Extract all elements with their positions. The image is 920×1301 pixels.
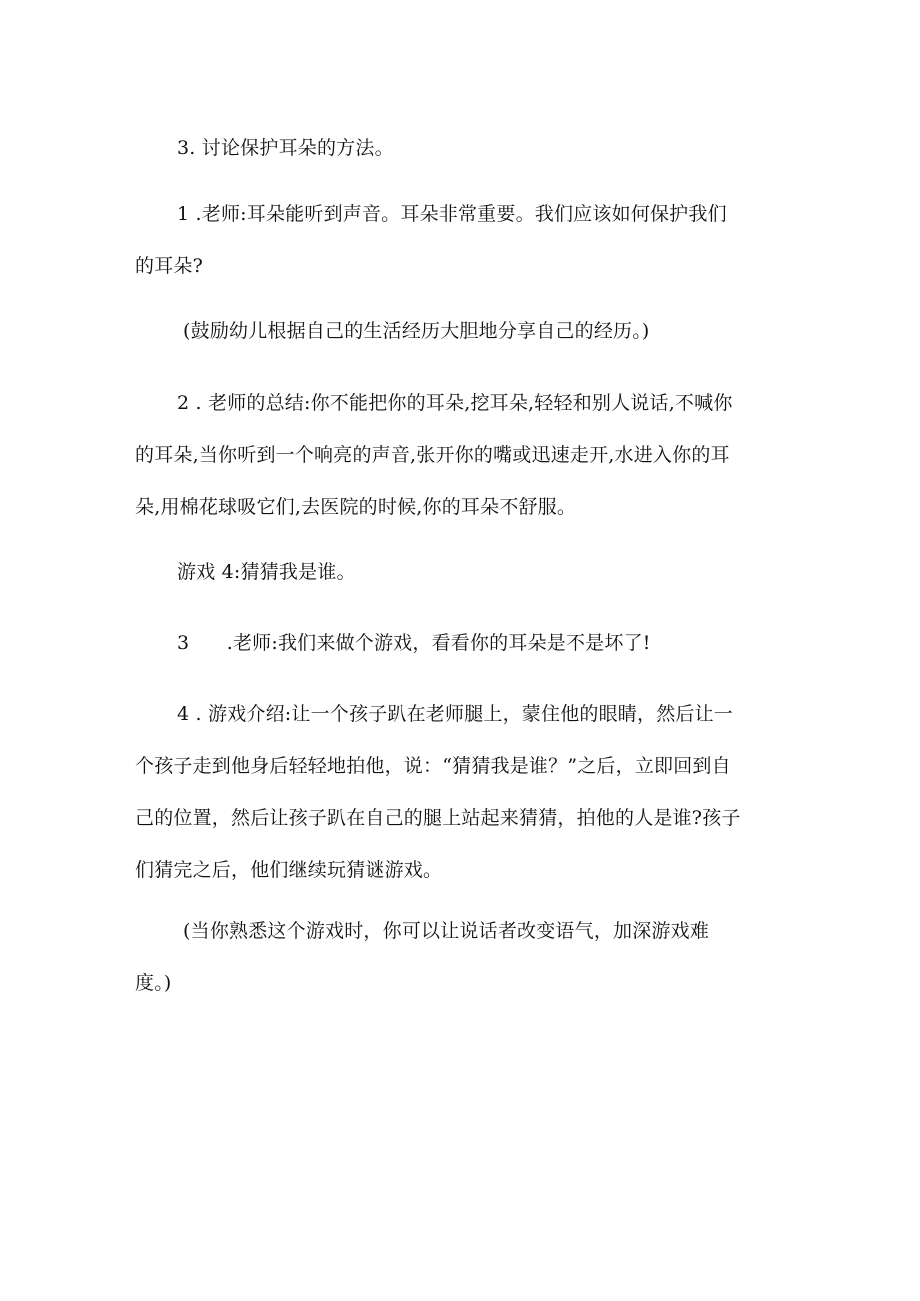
- paragraph-encourage-note: [135, 305, 785, 357]
- text-line: 4 . 游戏介绍:让一个孩子趴在老师腿上，蒙住他的眼睛，然后让一: [177, 703, 734, 725]
- paragraph-game-intro: [135, 688, 785, 896]
- text-line: 的耳朵?: [135, 255, 203, 277]
- text-line: 度。): [135, 972, 172, 994]
- text-line: 个孩子走到他身后轻轻地拍他，说：“猜猜我是谁？”之后，立即回到自: [135, 755, 731, 777]
- paragraph-teacher-summary: [135, 377, 785, 533]
- text-line: 3. 讨论保护耳朵的方法。: [177, 137, 394, 159]
- paragraph-game-tip: [135, 905, 785, 1009]
- paragraph-teacher-question: [135, 188, 785, 292]
- text-line: 1 .老师:耳朵能听到声音。耳朵非常重要。我们应该如何保护我们: [177, 203, 727, 225]
- text-line: (鼓励幼儿根据自己的生活经历大胆地分享自己的经历。): [183, 320, 650, 342]
- text-line: 的耳朵,当你听到一个响亮的声音,张开你的嘴或迅速走开,水进入你的耳: [135, 444, 730, 466]
- text-line: 朵,用棉花球吸它们,去医院的时候,你的耳朵不舒服。: [135, 496, 577, 518]
- paragraph-game-title: [135, 546, 785, 598]
- text-line: 游戏 4:猜猜我是谁。: [177, 561, 356, 583]
- text-line: (当你熟悉这个游戏时，你可以让说话者改变语气，加深游戏难: [183, 920, 710, 942]
- text-line: 3 .老师:我们来做个游戏，看看你的耳朵是不是坏了!: [177, 632, 651, 654]
- paragraph-discussion-heading: [135, 122, 785, 174]
- text-line: 们猜完之后，他们继续玩猜谜游戏。: [135, 859, 443, 881]
- text-line: 己的位置，然后让孩子趴在自己的腿上站起来猜猜，拍他的人是谁?孩子: [135, 807, 741, 829]
- paragraph-teacher-game: [135, 617, 785, 669]
- text-line: 2 . 老师的总结:你不能把你的耳朵,挖耳朵,轻轻和别人说话,不喊你: [177, 392, 733, 414]
